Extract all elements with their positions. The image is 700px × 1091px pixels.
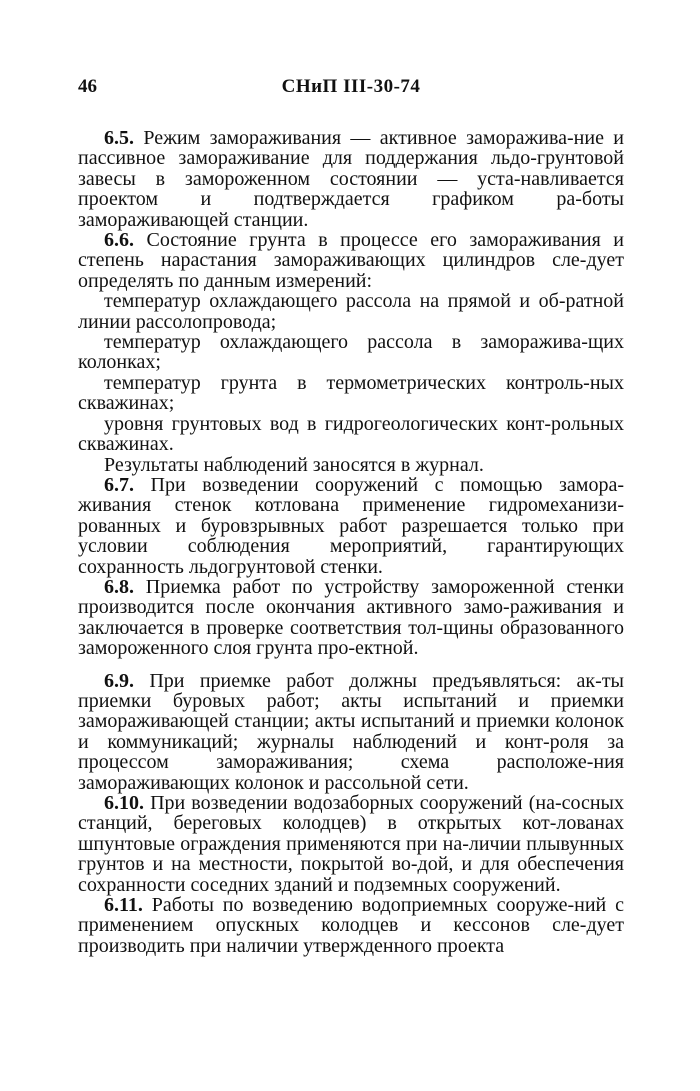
clause-number: 6.9. xyxy=(104,669,134,692)
page-header xyxy=(78,76,624,100)
page-number: 46 xyxy=(78,76,97,97)
list-item-text: температур охлаждающего рассола на прямой и об-ратной линии рассолопровода; xyxy=(78,290,624,333)
paragraph-6-9 xyxy=(78,671,624,793)
paragraph-6-8 xyxy=(78,577,624,659)
clause-number: 6.10. xyxy=(104,792,144,814)
paragraph-6-6 xyxy=(78,230,624,291)
paragraph-text: Работы по возведению водоприемных сооруже-ний с применением опускных колодцев и кессонов сле-дует производить при наличии утвержденного проекта xyxy=(78,894,624,957)
list-item xyxy=(78,332,624,373)
list-item xyxy=(78,373,624,414)
paragraph-text: Результаты наблюдений заносятся в журнал. xyxy=(104,453,484,476)
clause-number: 6.11. xyxy=(104,894,143,917)
clause-number: 6.5. xyxy=(104,127,134,149)
paragraph-6-10 xyxy=(78,793,624,895)
paragraph-text: При возведении водозаборных сооружений (на-сосных станций, береговых колодцев) в открытых кот-лованах шпунтовые ограждения применяются при на-личии плывунных грунтов и на местности, покрытой во-дой, и для обеспечения сохранности соседних зданий и подземных сооружений. xyxy=(78,792,624,896)
paragraph-6-5 xyxy=(78,128,624,230)
paragraph-6-11 xyxy=(78,895,624,956)
list-item-text: температур охлаждающего рассола в заморажива-щих колонках; xyxy=(78,331,624,374)
document-code: СНиП III-30-74 xyxy=(281,76,421,97)
results-note xyxy=(78,455,624,475)
clause-number: 6.8. xyxy=(104,575,134,598)
list-item-text: температур грунта в термометрических контроль-ных скважинах; xyxy=(78,371,624,415)
clause-number: 6.7. xyxy=(104,473,134,496)
document-body xyxy=(78,128,624,956)
paragraph-text: Состояние грунта в процессе его замораживания и степень нарастания замораживающих цилиндров сле-дует определять по данным измерений: xyxy=(78,229,624,292)
paragraph-text: Приемка работ по устройству замороженной стенки производится после окончания активного замо-раживания и заключается в проверке соответствия тол-щины образованного замороженного слоя грунта про-ектной. xyxy=(78,575,624,660)
list-item xyxy=(78,291,624,332)
paragraph-text: При возведении сооружений с помощью замора-живания стенок котлована применение гидромеханизи-рованных и буровзрывных работ разрешается только при условии соблюдения мероприятий, гарантирующих сохранность льдогрунтовой стенки. xyxy=(78,473,624,578)
paragraph-6-7 xyxy=(78,475,624,577)
list-item xyxy=(78,414,624,455)
paragraph-text: При приемке работ должны предъявляться: ак-ты приемки буровых работ; акты испытаний и приемки замораживающей станции; акты испытаний и приемки колонок и коммуникаций; журналы наблюдений и конт-роля за процессом замораживания; схема расположе-ния замораживающих колонок и рассольной сети. xyxy=(78,669,624,794)
list-item-text: уровня грунтовых вод в гидрогеологических конт-рольных скважинах. xyxy=(78,412,624,456)
clause-number: 6.6. xyxy=(104,229,134,252)
paragraph-text: Режим замораживания — активное заморажива-ние и пассивное замораживание для поддержания льдо-грунтовой завесы в замороженном состоянии — уста-навливается проектом и подтверждается графиком ра-боты замораживающей станции. xyxy=(78,127,624,231)
